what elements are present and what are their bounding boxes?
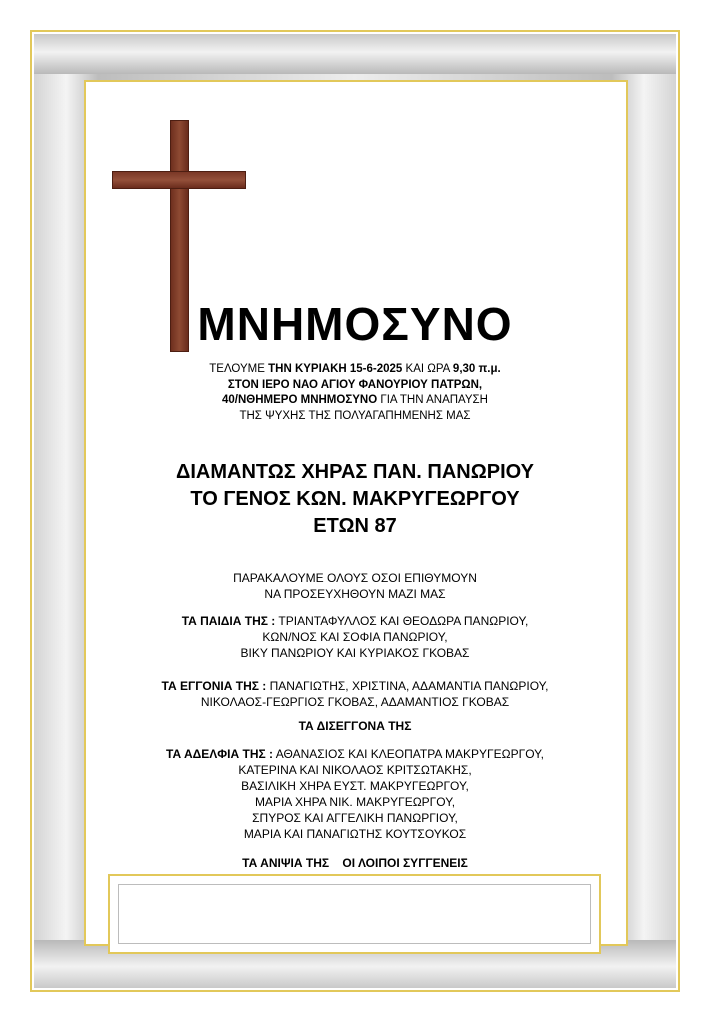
deceased-name: ΔΙΑΜΑΝΤΩΣ ΧΗΡΑΣ ΠΑΝ. ΠΑΝΩΡΙΟΥ xyxy=(175,461,535,483)
deceased-maiden-name: ΤΟ ΓΕΝΟΣ ΚΩΝ. ΜΑΚΡΥΓΕΩΡΓΟΥ xyxy=(190,488,520,510)
great-grandchildren-label: ΤΑ ΔΙΣΕΓΓΟΝΑ ΤΗΣ xyxy=(298,719,412,733)
siblings-label: ΤΑ ΑΔΕΛΦΙΑ ΤΗΣ : xyxy=(166,747,274,761)
announcement xyxy=(100,362,610,424)
deceased-age: ΕΤΩΝ 87 xyxy=(313,515,397,537)
grandchildren-block: ΤΑ ΕΓΓΟΝΙΑ ΤΗΣ : ΠΑΝΑΓΙΩΤΗΣ, ΧΡΙΣΤΙΝΑ, ΑΔΑΜΑΝΤΙΑ ΠΑΝΩΡΙΟΥ, ΝΙΚΟΛΑΟΣ-ΓΕΩΡΓΙΟΣ ΓΚΟΒΑΣ, ΑΔΑΜΑΝΤΙΟΣ ΓΚΟΒΑΣ xyxy=(161,679,549,709)
invitation xyxy=(100,570,610,602)
announcement-line-3: 40/ΝΘΗΜΕΡΟ ΜΝΗΜΟΣΥΝΟ ΓΙΑ ΤΗΝ ΑΝΑΠΑΥΣΗ xyxy=(222,394,488,406)
cross-icon-bar xyxy=(112,171,246,189)
deceased-block xyxy=(100,459,610,540)
invitation-line-1: ΠΑΡΑΚΑΛΟΥΜΕ ΟΛΟΥΣ ΟΣΟΙ ΕΠΙΘΥΜΟΥΝ xyxy=(233,571,477,585)
silver-frame-top xyxy=(34,34,676,74)
announcement-line-2: ΣΤΟΝ ΙΕΡΟ ΝΑΟ ΑΓΙΟΥ ΦΑΝΟΥΡΙΟΥ ΠΑΤΡΩΝ, xyxy=(227,378,483,391)
nameplate-inner xyxy=(118,884,591,944)
nameplate-box xyxy=(108,874,601,954)
siblings-block: ΤΑ ΑΔΕΛΦΙΑ ΤΗΣ : ΑΘΑΝΑΣΙΟΣ ΚΑΙ ΚΛΕΟΠΑΤΡΑ ΜΑΚΡΥΓΕΩΡΓΟΥ, ΚΑΤΕΡΙΝΑ ΚΑΙ ΝΙΚΟΛΑΟΣ ΚΡΙΤΣΩΤΑΚΗΣ, ΒΑΣΙΛΙΚΗ ΧΗΡΑ ΕΥΣΤ. ΜΑΚΡΥΓΕΩΡΓΟΥ, ΜΑΡΙΑ ΧΗΡΑ ΝΙΚ. ΜΑΚΡΥΓΕΩΡΓΟΥ, ΣΠΥΡΟΣ ΚΑΙ ΑΓΓΕΛΙΚΗ ΠΑΝΩΡΓΙΟΥ, ΜΑΡΙΑ ΚΑΙ ΠΑΝΑΓΙΩΤΗΣ ΚΟΥΤΣΟΥΚΟΣ xyxy=(166,747,544,841)
invitation-line-2: ΝΑ ΠΡΟΣΕΥΧΗΘΟΥΝ ΜΑΖΙ ΜΑΣ xyxy=(264,587,446,601)
children-block: ΤΑ ΠΑΙΔΙΑ ΤΗΣ : ΤΡΙΑΝΤΑΦΥΛΛΟΣ ΚΑΙ ΘΕΟΔΩΡΑ ΠΑΝΩΡΙΟΥ, ΚΩΝ/ΝΟΣ ΚΑΙ ΣΟΦΙΑ ΠΑΝΩΡΙΟΥ, ΒΙΚΥ ΠΑΝΩΡΙΟΥ ΚΑΙ ΚΥΡΙΑΚΟΣ ΓΚΟΒΑΣ xyxy=(181,614,529,660)
closing-line: ΤΑ ΑΝΙΨΙΑ ΤΗΣ ΟΙ ΛΟΙΠΟΙ ΣΥΓΓΕΝΕΙΣ xyxy=(242,856,468,870)
children-label: ΤΑ ΠΑΙΔΙΑ ΤΗΣ : xyxy=(181,614,276,628)
grandchildren-label: ΤΑ ΕΓΓΟΝΙΑ ΤΗΣ : xyxy=(161,679,267,693)
notice-title: ΜΝΗΜΟΣΥΝΟ xyxy=(197,298,513,350)
announcement-line-4: ΤΗΣ ΨΥΧΗΣ ΤΗΣ ΠΟΛΥΑΓΑΠΗΜΕΝΗΣ ΜΑΣ xyxy=(239,409,471,422)
announcement-line-1: ΤΕΛΟΥΜΕ ΤΗΝ ΚΥΡΙΑΚΗ 15-6-2025 ΚΑΙ ΩΡΑ 9,30 π.μ. xyxy=(209,363,501,375)
